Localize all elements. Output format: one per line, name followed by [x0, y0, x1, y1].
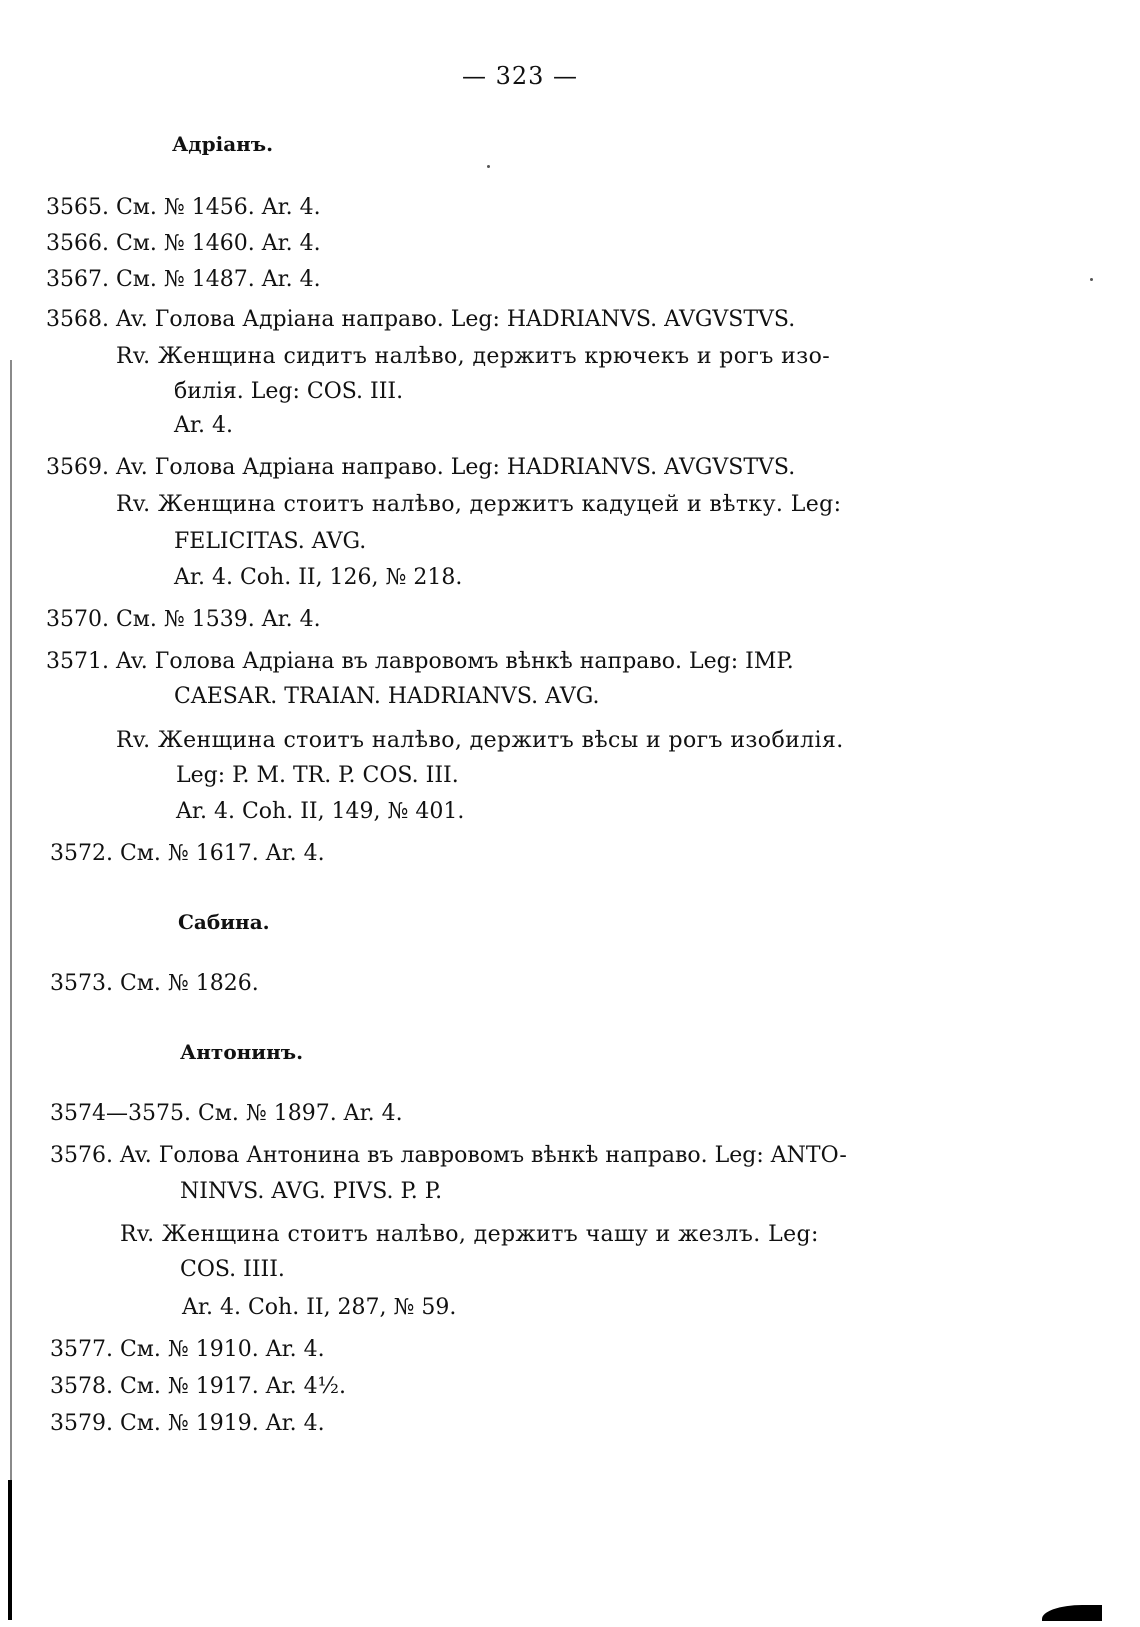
scan-left-edge-dark — [8, 1480, 12, 1620]
entry-3576-meta: Ar. 4. Coh. II, 287, № 59. — [182, 1295, 457, 1320]
entry-3569-reverse-line1: Rv. Женщина стоитъ налѣво, держитъ кадуцей и вѣтку. Leg: — [116, 492, 842, 517]
entry-3568-obverse: 3568. Av. Голова Адріана направо. Leg: HADRIANVS. AVGVSTVS. — [46, 307, 796, 332]
page-number: — 323 — — [461, 62, 579, 90]
entry-3571-meta: Ar. 4. Coh. II, 149, № 401. — [176, 799, 465, 824]
section-heading-sabina: Сабина. — [178, 910, 270, 934]
entry-3569-obverse: 3569. Av. Голова Адріана направо. Leg: HADRIANVS. AVGVSTVS. — [46, 455, 796, 480]
entry-3578: 3578. См. № 1917. Ar. 4½. — [50, 1374, 346, 1399]
entry-3572: 3572. См. № 1617. Ar. 4. — [50, 841, 325, 866]
scan-left-edge — [10, 360, 12, 1620]
scan-speck — [487, 165, 490, 168]
entry-3568-reverse-line2: билія. Leg: COS. III. — [174, 379, 404, 404]
entry-3576-obverse-line1: 3576. Av. Голова Антонина въ лавровомъ вѣнкѣ направо. Leg: ANTO- — [50, 1143, 847, 1168]
entry-3565: 3565. См. № 1456. Ar. 4. — [46, 195, 321, 220]
entry-3574-3575: 3574—3575. См. № 1897. Ar. 4. — [50, 1101, 403, 1126]
scan-corner-mark — [1042, 1605, 1102, 1621]
entry-3579: 3579. См. № 1919. Ar. 4. — [50, 1411, 325, 1436]
entry-3571-reverse-line2: Leg: P. M. TR. P. COS. III. — [176, 763, 459, 788]
section-heading-hadrian: Адріанъ. — [172, 132, 274, 156]
entry-3569-reverse-line2: FELICITAS. AVG. — [174, 529, 367, 554]
entry-3570: 3570. См. № 1539. Ar. 4. — [46, 607, 321, 632]
entry-3568-meta: Ar. 4. — [174, 413, 233, 438]
entry-3566: 3566. См. № 1460. Ar. 4. — [46, 231, 321, 256]
entry-3567: 3567. См. № 1487. Ar. 4. — [46, 267, 321, 292]
entry-3569-meta: Ar. 4. Coh. II, 126, № 218. — [174, 565, 463, 590]
entry-3576-reverse-line2: COS. IIII. — [180, 1257, 285, 1282]
entry-3577: 3577. См. № 1910. Ar. 4. — [50, 1337, 325, 1362]
entry-3571-reverse-line1: Rv. Женщина стоитъ налѣво, держитъ вѣсы и рогъ изобилія. — [116, 728, 844, 753]
scan-speck — [1090, 278, 1093, 281]
entry-3571-obverse-line1: 3571. Av. Голова Адріана въ лавровомъ вѣнкѣ направо. Leg: IMP. — [46, 649, 794, 674]
entry-3576-obverse-line2: NINVS. AVG. PIVS. P. P. — [180, 1179, 443, 1204]
entry-3568-reverse-line1: Rv. Женщина сидитъ налѣво, держитъ крючекъ и рогъ изо- — [116, 344, 831, 369]
section-heading-antoninus: Антонинъ. — [180, 1040, 304, 1064]
entry-3576-reverse-line1: Rv. Женщина стоитъ налѣво, держитъ чашу и жезлъ. Leg: — [120, 1222, 819, 1247]
entry-3571-obverse-line2: CAESAR. TRAIAN. HADRIANVS. AVG. — [174, 684, 600, 709]
entry-3573: 3573. См. № 1826. — [50, 971, 259, 996]
